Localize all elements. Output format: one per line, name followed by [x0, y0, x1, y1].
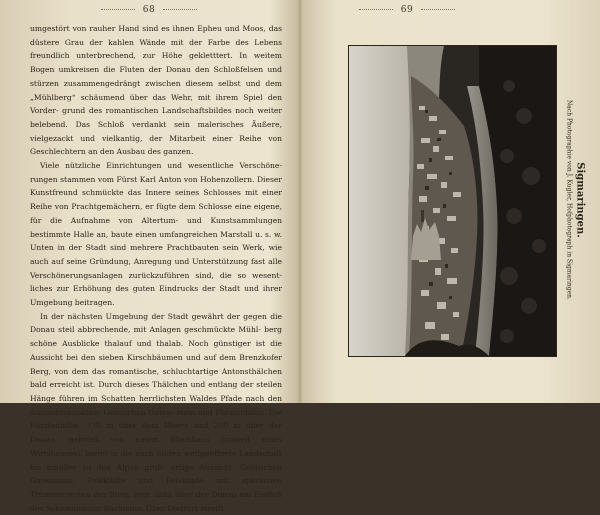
plate-credit: Nach Photographie von J. Kugler, Hofphotograph in Sigmaringen.: [565, 100, 573, 300]
left-page-text: [30, 22, 282, 515]
text-line: rungen stammen vom Fürst Karl Anton von Hohenzollern.: [30, 174, 257, 184]
left-page: [0, 0, 298, 513]
text-line: In der nächsten Umgebung der Stadt gewährt der gegen: [40, 311, 271, 321]
text-line: dem Meere und 200 m über der Donau, gekrönt von: [30, 421, 282, 445]
text-line: vielkantig, der Mitarbeit einer Reihe von Geschlechtern an: [30, 133, 282, 157]
text-line: liches zur Erhöhung des guten Eindrucks der Stadt und ihrer: [30, 284, 282, 294]
text-line: einer Reihe von Prachtgemächern, er fügte dem Schlosse eine: [30, 188, 282, 212]
text-line: Viele nützliche Einrichtungen und wesentliche Verschöne-: [40, 161, 282, 171]
text-line: zusammengedrängt zwischen diesem selbst und dem „Mühlberg“: [30, 78, 282, 102]
text-line: Felsköpfe mit spärlichen Trümmerresten der Burg, liegt links über: [30, 476, 282, 499]
plate-caption: [560, 50, 590, 350]
text-line: Unten in der Stadt sind mehrere Prachtbauten sein Werk,: [30, 243, 269, 253]
paragraph-3: [30, 310, 282, 515]
text-line: umkreisen die Fluten der Donau den Schloßfelsen und stürzen: [30, 65, 283, 88]
text-line: Waldes Pfade nach den Aussichtspunkten: Gebrochen Guten-: [30, 393, 282, 417]
paragraph-2: [30, 159, 282, 310]
text-line: artige Aussicht. Gebrochen Gutenstein, Felsklüfte und: [30, 462, 282, 486]
plate-title: Sigmaringen.: [574, 162, 586, 238]
text-line: Das Schloß verdankt sein malerisches Äußere, vielgezackt und: [30, 119, 282, 143]
left-page-number: 68: [0, 5, 298, 15]
text-line: Umgebung beitragen.: [30, 298, 115, 308]
text-line: das düstere Grau der kahlen Wände mit der Farbe des Lebens: [30, 24, 282, 47]
text-line: Antonsthälchen bald erreicht ist. Durch dieses Thälchen: [30, 366, 282, 390]
text-line: wie auch auf seine Gründung, Anregung und Unterstützung fast: [30, 243, 282, 266]
paragraph-1: [30, 22, 282, 159]
text-line: grund des romantischen Landschaftsbildes noch weiter belebend.: [30, 106, 282, 129]
text-line: Süden weitgeöffnete Landschaft bis hinüber zu den Alpen groß-: [30, 448, 282, 472]
text-line: Dieser Kunstfreund schmückte das Innere seines Schlosses mit: [30, 174, 282, 198]
text-line: berg schöne Ausblicke thalauf und thalab. Noch günstiger ist: [30, 325, 282, 349]
town-view-photo: [349, 46, 556, 356]
text-line: der Donau am Einfluß des Schwenninger Bächleins. Über Dietfurt streift: [30, 489, 282, 513]
text-line: die Aussicht bei den sieben Kirschbäumen und auf dem: [30, 339, 282, 362]
text-line: einem Blockhaus (unweit eines Wirtshauses), bietet in die nach: [30, 435, 282, 458]
text-line: die Donau steil abbrechende, mit Anlagen geschmückte Mühl-: [30, 311, 282, 335]
text-line: bestimmte Halle an, baute einen umfangreichen Marstall u. s. w.: [30, 229, 282, 239]
plate-caption-text: [565, 55, 586, 345]
text-line: den Ausbau des ganzen.: [99, 147, 194, 157]
text-line: umgestört von rauher Hand sind es ihnen Epheu und Moos,: [30, 24, 269, 33]
right-page-number: 69: [302, 5, 512, 15]
text-line: Brenzkofer Berg, von dem das romantische, schluchtartige: [30, 352, 282, 376]
text-line: schäumend über das Wehr, mit ihrem Spiel den Vorder-: [30, 92, 282, 116]
text-line: alle Verschönerungsanlagen zurückzuführen sind, die so wesent-: [30, 256, 282, 280]
text-line: freundlich unterbrechend, zur Höhe gekletttert. In weitem Bogen: [30, 51, 282, 75]
text-line: eigene, für die Aufnahme von Altertum- und Kunstsammlungen: [30, 202, 282, 225]
sigmaringen-photo-plate: [348, 45, 557, 357]
text-line: und entlang der steilen Hänge führen im Schatten herrlichsten: [30, 380, 282, 403]
text-line: stein und Fürstenhöhe. Die Fürstenhöhe, 770 m über: [30, 407, 283, 431]
